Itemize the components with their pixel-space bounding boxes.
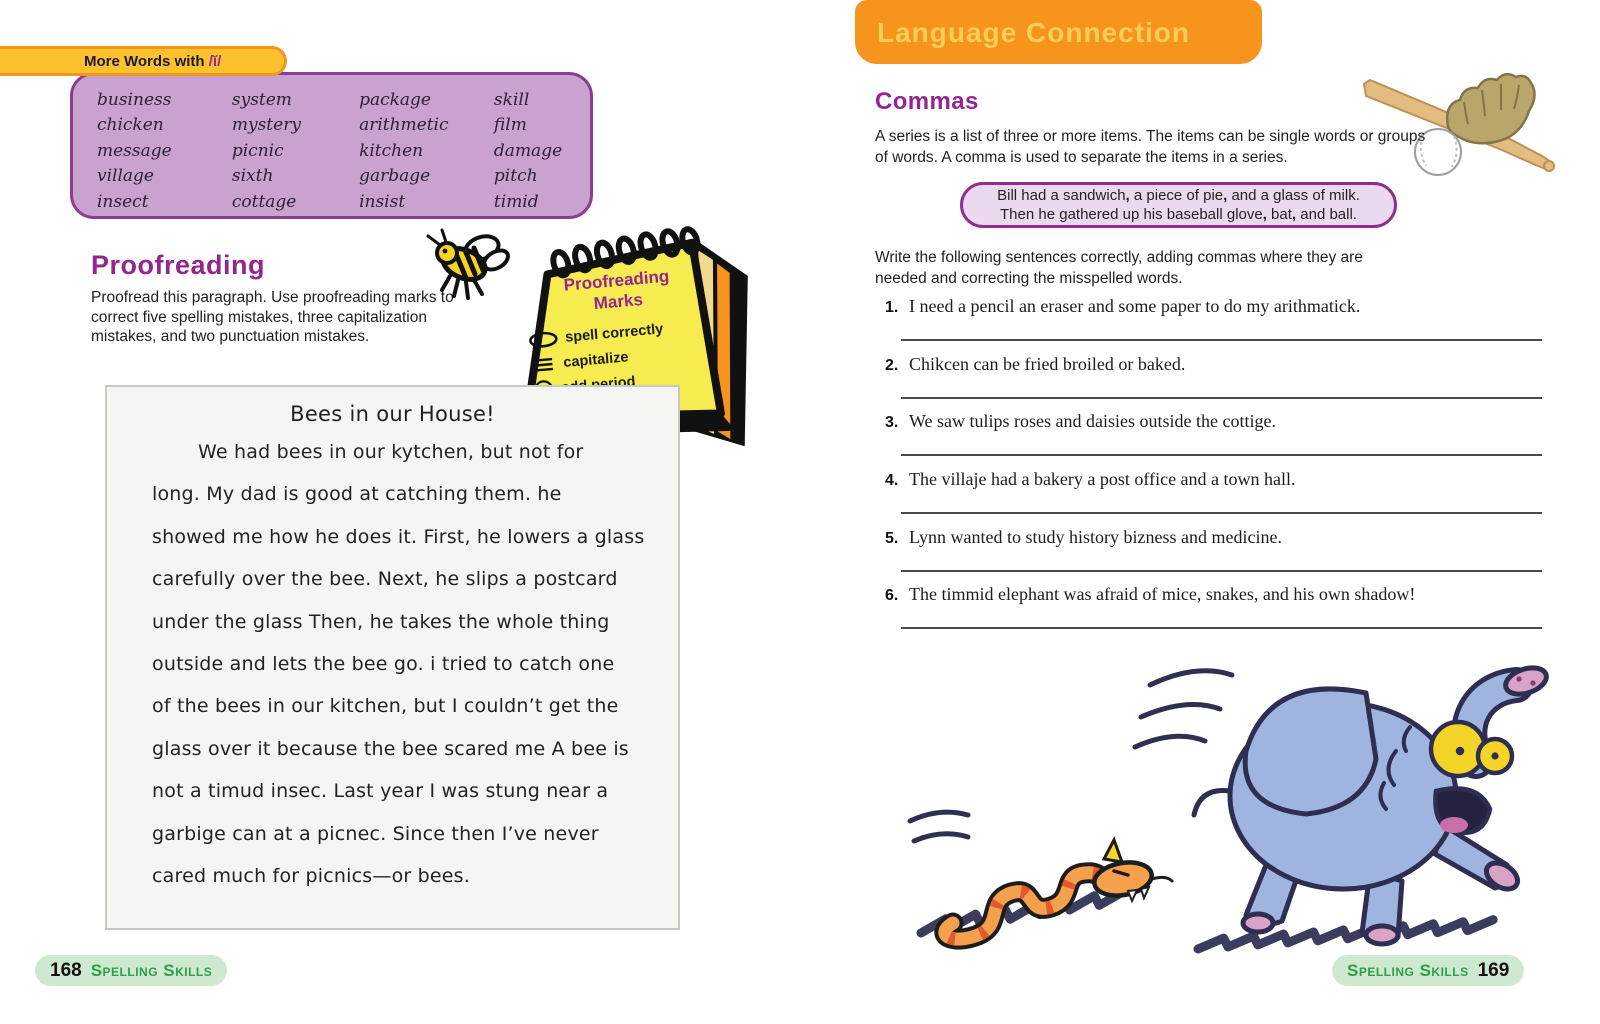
essay-title: Bees in our House! xyxy=(290,402,495,426)
exercise-sentence: Lynn wanted to study history bizness and medicine. xyxy=(909,526,1282,547)
spelling-word: timid xyxy=(493,191,539,212)
spelling-word: damage xyxy=(493,140,563,161)
spelling-word: package xyxy=(359,90,431,110)
word-column xyxy=(359,88,494,212)
word-column xyxy=(493,88,580,212)
exercise-sentence: The villaje had a bakery a post office and a town hall. xyxy=(909,469,1296,490)
exercise-sentence: Chikcen can be fried broiled or baked. xyxy=(909,353,1186,374)
exercise-sentence: We saw tulips roses and daisies outside the cottige. xyxy=(909,411,1276,432)
exercise-number: 6. xyxy=(885,587,899,605)
page-number: 168 xyxy=(50,959,82,981)
right-page-footer xyxy=(1332,955,1524,986)
spelling-word: mystery xyxy=(231,115,301,136)
spelling-word: sixth xyxy=(231,166,274,187)
spelling-word: village xyxy=(97,166,154,187)
exercise-number: 5. xyxy=(885,529,899,547)
spelling-word: message xyxy=(97,140,172,161)
spelling-word: cottage xyxy=(231,191,297,212)
spelling-word: arithmetic xyxy=(359,115,449,136)
essay-line: carefully over the bee. Next, he slips a postcard xyxy=(152,568,618,591)
tab-label: More Words with xyxy=(84,53,205,70)
word-list-box xyxy=(70,72,593,219)
essay-line: showed me how he does it. First, he lowers a glass xyxy=(152,525,645,548)
exercise-item xyxy=(885,408,1542,466)
word-list-tab xyxy=(0,46,287,76)
spelling-word: pitch xyxy=(493,166,538,187)
proofreading-marks-content xyxy=(515,262,725,404)
oval-icon xyxy=(528,330,559,349)
word-column xyxy=(97,88,232,212)
spelling-word: picnic xyxy=(231,140,284,161)
spelling-word: insist xyxy=(359,191,406,212)
essay-line: cared much for picnics—or bees. xyxy=(152,864,471,887)
essay-paragraph xyxy=(152,441,664,907)
essay-line: We had bees in our kytchen, but not for xyxy=(198,441,584,463)
footer-label: Spelling Skills xyxy=(90,960,213,980)
language-connection-header: Language Connection xyxy=(855,0,1262,64)
exercise-number: 1. xyxy=(885,299,899,316)
answer-line[interactable] xyxy=(901,627,1542,629)
essay-line: under the glass Then, he takes the whole thing xyxy=(152,610,610,633)
scared-elephant-chased-by-snake-illustration xyxy=(898,633,1563,968)
exercise-number: 3. xyxy=(885,414,899,432)
spelling-word: film xyxy=(493,115,527,136)
exercise-item xyxy=(885,293,1542,351)
exercise-item xyxy=(885,351,1542,409)
example-sentence-1: Bill had a sandwich, a piece of pie, and a glass of milk. xyxy=(997,187,1360,204)
exercise-item xyxy=(885,466,1542,524)
exercise-item xyxy=(885,524,1542,582)
exercise-sentence: I need a pencil an eraser and some paper to do my arithmatick. xyxy=(909,296,1361,316)
essay-line: long. My dad is good at catching them. he xyxy=(152,483,562,506)
essay-line: garbige can at a picnec. Since then I’ve never xyxy=(152,822,599,845)
essay-line: not a timud insec. Last year I was stung near a xyxy=(152,780,609,803)
commas-intro: A series is a list of three or more items. The items can be single words or groups of words. A comma is used to separate the items in a series. xyxy=(875,128,1426,166)
answer-line[interactable] xyxy=(901,454,1542,456)
essay-line: glass over it because the bee scared me A bee is xyxy=(152,737,629,760)
mark-capitalize: capitalize xyxy=(529,336,722,378)
word-column xyxy=(231,88,359,212)
exercise-item xyxy=(885,581,1542,639)
bee-icon xyxy=(420,226,515,309)
marks-pad-title: Proofreading Marks xyxy=(562,266,670,314)
spelling-word: system xyxy=(231,90,292,110)
exercise-list xyxy=(885,293,1542,639)
spelling-word: chicken xyxy=(97,115,164,136)
commas-heading: Commas xyxy=(875,88,979,115)
spelling-word: skill xyxy=(493,90,530,110)
spelling-word: kitchen xyxy=(359,140,424,161)
footer-label: Spelling Skills xyxy=(1347,960,1469,980)
proofreading-heading: Proofreading xyxy=(91,250,266,280)
spelling-word: insect xyxy=(97,191,149,212)
answer-line[interactable] xyxy=(901,512,1542,514)
essay-line: outside and lets the bee go. i tried to catch one xyxy=(152,652,615,675)
answer-line[interactable] xyxy=(901,397,1542,399)
mark-spell-correctly: spell correctly xyxy=(527,311,720,353)
spelling-word: business xyxy=(97,90,172,110)
exercise-sentence: The timmid elephant was afraid of mice, snakes, and his own shadow! xyxy=(909,584,1416,605)
exercise-number: 2. xyxy=(885,356,899,374)
exercise-number: 4. xyxy=(885,472,899,490)
spelling-word: garbage xyxy=(359,166,431,187)
proofreading-instructions: Proofread this paragraph. Use proofreading marks to correct five spelling mistakes, three capitalization mistakes, and two punctuation mistakes. xyxy=(91,289,454,345)
answer-line[interactable] xyxy=(901,570,1542,572)
triple-underline-icon xyxy=(530,355,557,373)
essay-line: of the bees in our kitchen, but I couldn’t get the xyxy=(152,695,619,718)
answer-line[interactable] xyxy=(901,339,1542,341)
phoneme-symbol: /ĭ/ xyxy=(208,53,222,70)
page-number: 169 xyxy=(1477,959,1510,981)
left-page-footer xyxy=(35,955,227,986)
example-sentence-2: Then he gathered up his baseball glove, bat, and ball. xyxy=(1000,206,1357,223)
exercise-directions: Write the following sentences correctly, adding commas where they are needed and correcting the misspelled words. xyxy=(875,249,1363,287)
comma-example-box xyxy=(960,182,1397,228)
